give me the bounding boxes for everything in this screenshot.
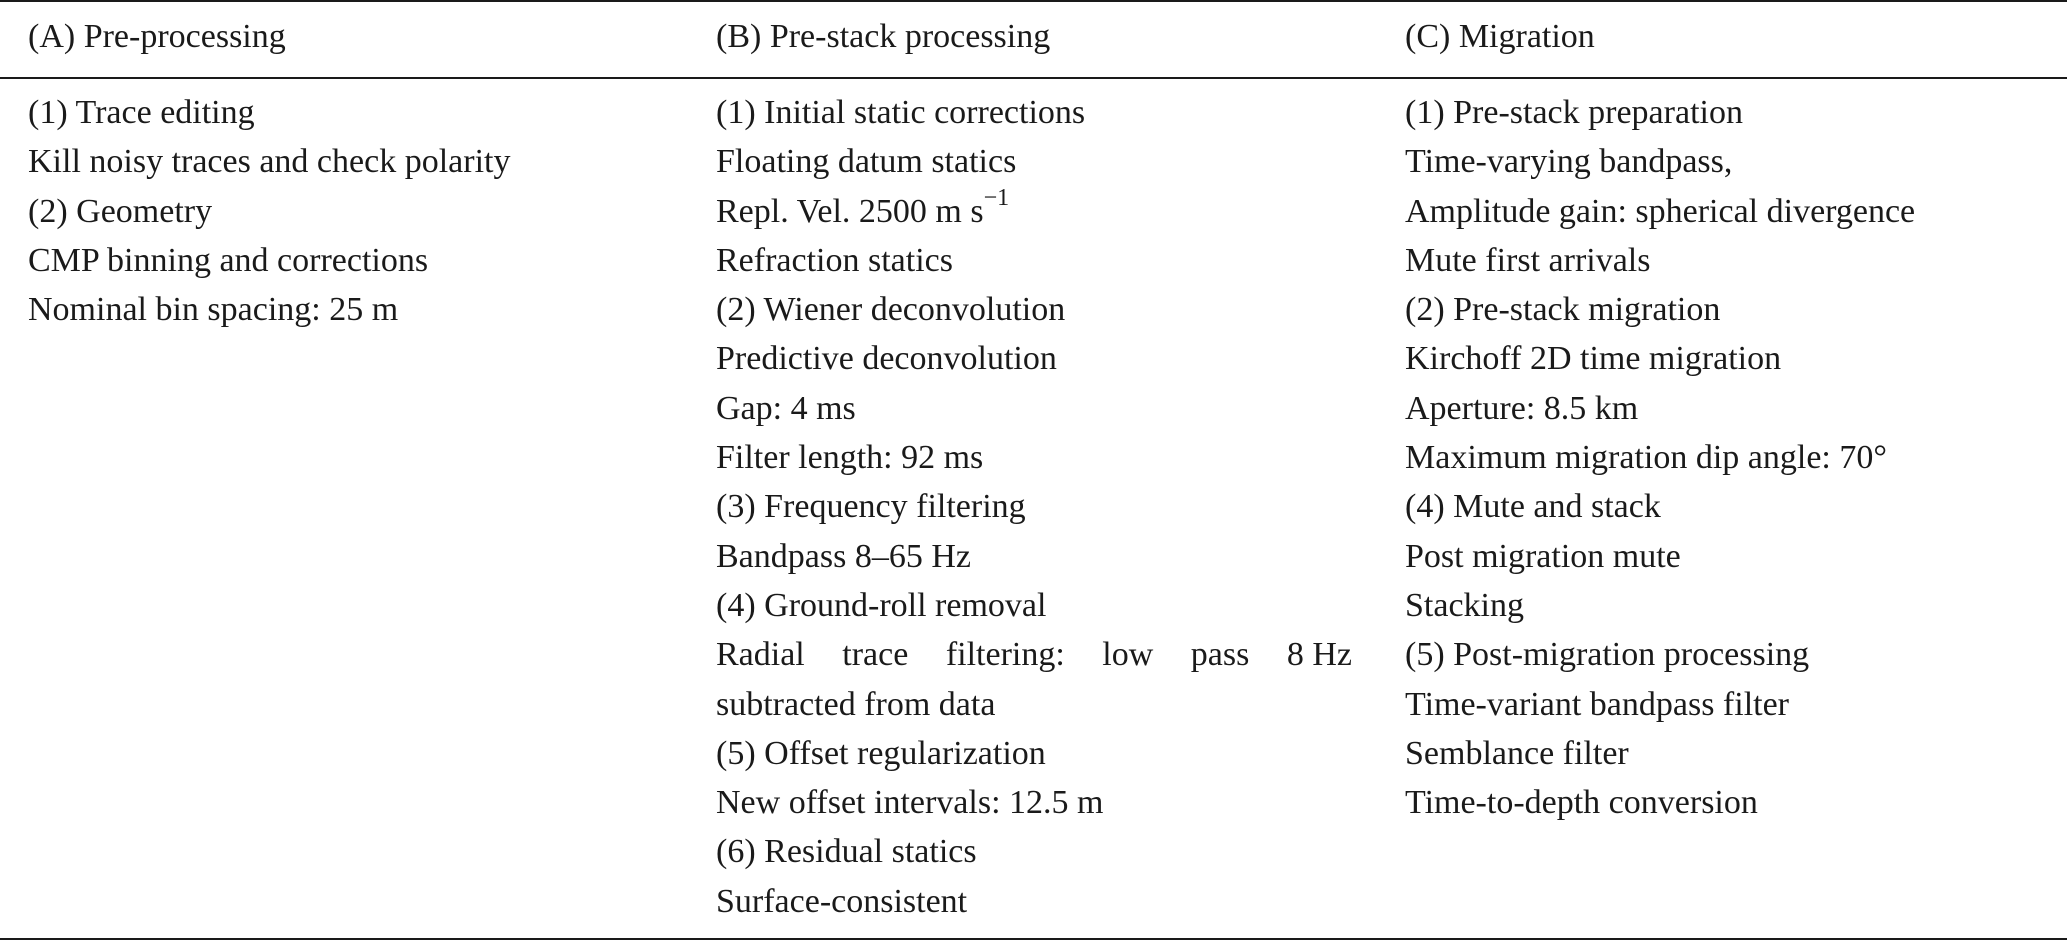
word: Radial xyxy=(716,636,805,674)
list-item: (1) Trace editing xyxy=(28,94,255,131)
list-item: Stacking xyxy=(1405,586,1524,624)
list-item: New offset intervals: 12.5 m xyxy=(716,784,1104,822)
list-item: Filter length: 92 ms xyxy=(716,439,984,477)
list-item: Nominal bin spacing: 25 m xyxy=(28,291,399,329)
word: pass xyxy=(1190,636,1250,674)
list-item: Predictive deconvolution xyxy=(716,340,1057,378)
list-item: (2) Wiener deconvolution xyxy=(716,291,1066,329)
list-item: (2) Geometry xyxy=(28,192,213,230)
list-item: (2) Pre-stack migration xyxy=(1405,291,1721,329)
list-item: (5) Offset regularization xyxy=(716,734,1046,772)
list-item: (5) Post-migration processing xyxy=(1405,636,1810,674)
list-item: (4) Mute and stack xyxy=(1405,488,1661,526)
list-item: Kill noisy traces and check polarity xyxy=(28,143,511,181)
list-item-velocity xyxy=(716,187,1352,236)
list-item: Post migration mute xyxy=(1405,537,1681,575)
list-item: Kirchoff 2D time migration xyxy=(1405,340,1782,378)
list-item: (6) Residual statics xyxy=(716,833,977,871)
velocity-exponent: −1 xyxy=(983,185,1010,212)
list-item: Time-to-depth conversion xyxy=(1405,784,1758,822)
list-item: (3) Frequency filtering xyxy=(716,488,1026,526)
word: trace xyxy=(842,636,909,674)
header-preprocessing: (A) Pre-processing xyxy=(28,18,286,55)
list-item: Refraction statics xyxy=(716,241,953,279)
list-item: CMP binning and corrections xyxy=(28,241,429,279)
list-item: Time-variant bandpass filter xyxy=(1405,685,1789,723)
list-item: Maximum migration dip angle: 70° xyxy=(1405,439,1887,477)
header-prestack-processing: (B) Pre-stack processing xyxy=(716,18,1051,55)
list-item: subtracted from data xyxy=(716,685,996,723)
list-item: Bandpass 8–65 Hz xyxy=(716,537,971,575)
list-item: (4) Ground-roll removal xyxy=(716,586,1047,624)
list-item: (1) Pre-stack preparation xyxy=(1405,94,1743,131)
word: 8 Hz xyxy=(1286,636,1352,674)
list-item-justified xyxy=(716,630,1352,679)
list-item: Floating datum statics xyxy=(716,143,1017,181)
list-item: (1) Initial static corrections xyxy=(716,94,1086,131)
column-migration xyxy=(1405,88,1915,827)
word: filtering: xyxy=(945,636,1065,674)
velocity-text: Repl. Vel. 2500 m s xyxy=(716,192,984,230)
list-item: Amplitude gain: spherical divergence xyxy=(1405,192,1916,230)
list-item: Surface-consistent xyxy=(716,882,968,920)
list-item: Semblance filter xyxy=(1405,734,1629,772)
word: low xyxy=(1102,636,1154,674)
list-item: Time-varying bandpass, xyxy=(1405,143,1733,181)
header-migration: (C) Migration xyxy=(1405,18,1595,55)
list-item: Mute first arrivals xyxy=(1405,241,1651,279)
list-item: Aperture: 8.5 km xyxy=(1405,389,1639,427)
column-preprocessing xyxy=(28,88,510,334)
table-header-rule xyxy=(0,77,2067,79)
list-item: Gap: 4 ms xyxy=(716,389,856,427)
table-bottom-rule xyxy=(0,938,2067,940)
table-top-rule xyxy=(0,0,2067,2)
column-prestack-processing xyxy=(716,88,1352,926)
